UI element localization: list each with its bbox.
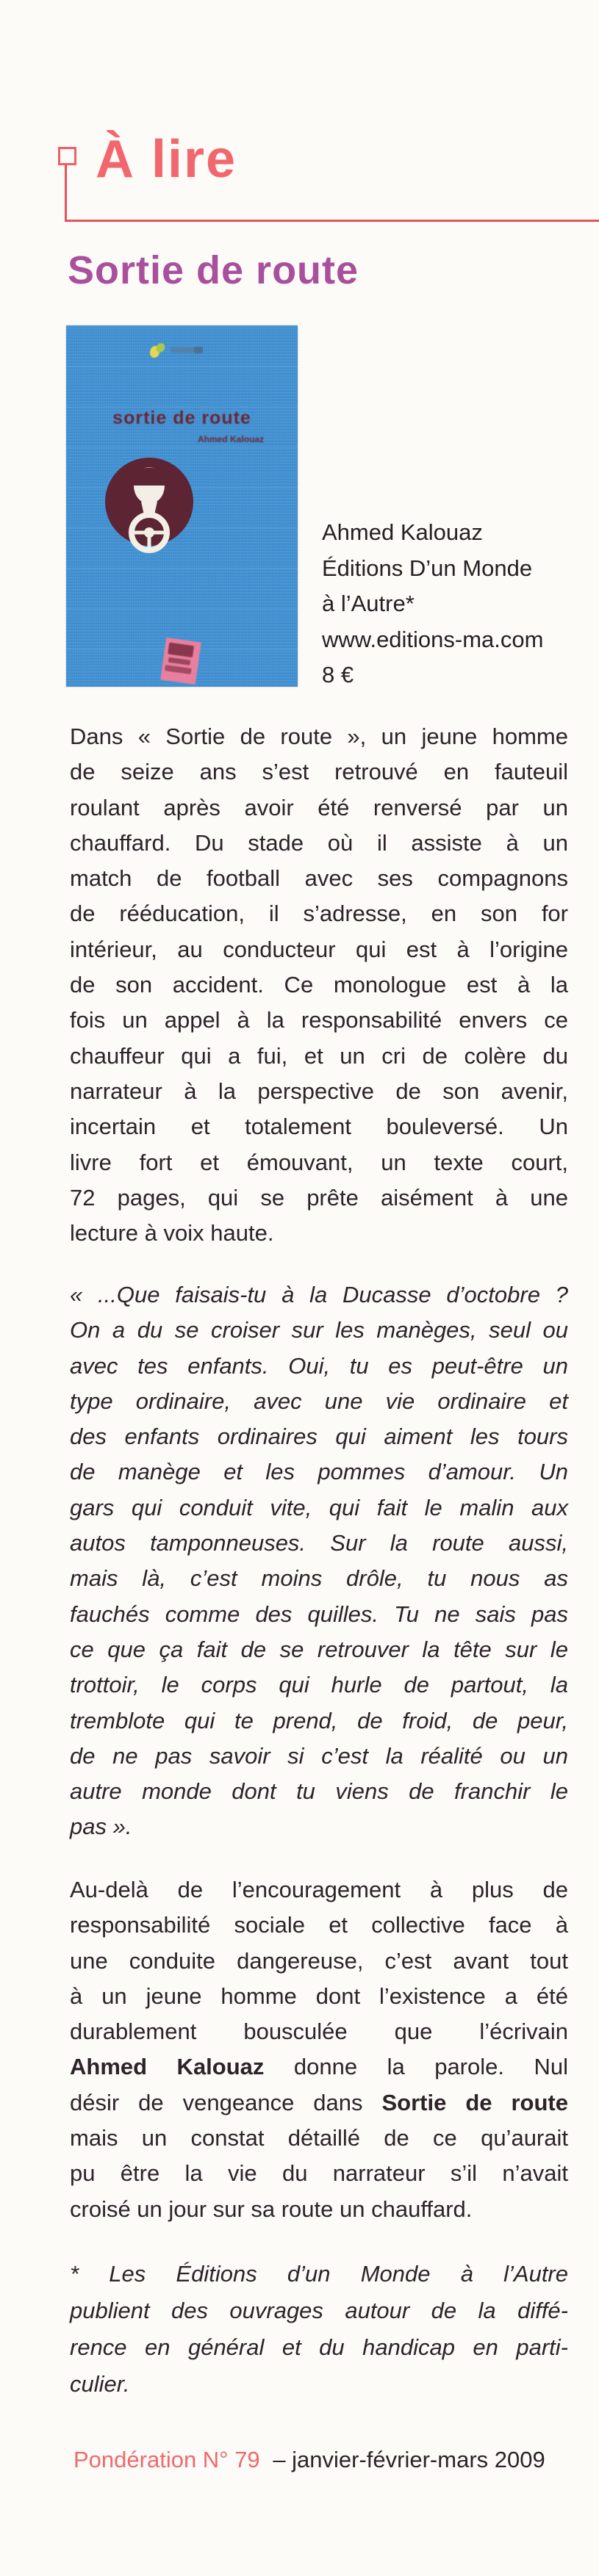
text-line: narrateur à la perspective de son avenir,	[70, 1078, 568, 1104]
cover-title: sortie de route	[112, 408, 251, 428]
sticker-mark	[168, 657, 191, 665]
text-line: culier.	[70, 2371, 130, 2397]
text-line: croisé un jour sur sa route un chauffard.	[70, 2196, 473, 2222]
text-line: 72 pages, qui se prête aisément à une	[70, 1184, 568, 1211]
text-line: intérieur, au conducteur qui est à l’origine	[70, 936, 568, 962]
driver-figure-icon	[103, 458, 196, 555]
text-line: de rééducation, il s’adresse, en son for	[70, 901, 568, 927]
text-line: * Les Éditions d’un Monde à l’Autre	[70, 2261, 568, 2287]
text-line: mais un constat détaillé de ce qu’aurait	[70, 2125, 568, 2151]
text-line: pas ».	[70, 1814, 132, 1840]
text-line: lecture à voix haute.	[70, 1220, 274, 1246]
text-line: Au-delà de l’encouragement à plus de	[70, 1877, 568, 1902]
text-line: à un jeune homme dont l’existence a été	[70, 1982, 568, 2009]
journal-issue-label: Pondération N° 79	[73, 2447, 260, 2472]
text-line: une conduite dangereuse, c’est avant tout	[70, 1947, 568, 1974]
article-title: Sortie de route	[68, 248, 359, 292]
section-marker-square	[58, 147, 76, 165]
text-line: trottoir, le corps qui hurle de partout, la	[70, 1672, 568, 1698]
text-line: de seize ans s’est retrouvé en fauteuil	[70, 759, 568, 785]
text-line: 8 €	[322, 662, 354, 688]
text-line: de ne pas savoir si c’est la réalité ou un	[70, 1742, 568, 1769]
section-rule-horizontal	[65, 220, 599, 222]
text-line: de manège et les pommes d’amour. Un	[70, 1459, 568, 1485]
text-line: « ...Que faisais-tu à la Ducasse d’octobre ?	[70, 1282, 568, 1307]
text-line: type ordinaire, avec une vie ordinaire et	[70, 1388, 568, 1414]
text-line: chauffeur qui a fui, et un cri de colère du	[70, 1042, 568, 1069]
cover-author-line: Ahmed Kalouaz	[197, 434, 264, 444]
text-line: publient des ouvrages autour de la diffé-	[70, 2298, 568, 2323]
text-line: tremblote qui te prend, de froid, de peur,	[70, 1707, 568, 1733]
text-line: Ahmed Kalouaz	[322, 519, 483, 545]
text-line: à l’Autre*	[322, 591, 415, 616]
text-line: de son accident. Ce monologue est à la	[70, 972, 568, 998]
issue-date-label: – janvier-février-mars 2009	[273, 2447, 545, 2472]
text-line: mais là, c’est moins drôle, tu nous as	[70, 1565, 568, 1592]
sticker-mark	[168, 643, 194, 658]
text-line: pu être la vie du narrateur s’il n’avait	[70, 2160, 568, 2187]
commentary-paragraph	[70, 1872, 568, 2227]
text-line: autre monde dont tu viens de franchir le	[70, 1778, 568, 1805]
text-line: fois un appel à la responsabilité envers ce	[70, 1007, 568, 1033]
text-line: des enfants ordinaires qui aiment les tours	[70, 1424, 568, 1450]
text-line: fauchés comme des quilles. Tu ne sais pas	[70, 1601, 568, 1627]
text-line: autos tamponneuses. Sur la route aussi,	[70, 1530, 568, 1556]
book-cover-image	[66, 325, 298, 687]
section-rule-vertical	[65, 165, 67, 221]
price-sticker	[160, 638, 201, 685]
quote-paragraph	[70, 1277, 568, 1845]
text-line: gars qui conduit vite, qui fait le malin aux	[70, 1494, 568, 1520]
text-line: Éditions D’un Monde	[322, 555, 533, 581]
text-line: responsabilité sociale et collective face à	[70, 1912, 568, 1938]
section-title: À lire	[96, 130, 237, 189]
text-line: ce que ça fait de se retrouver la tête sur le	[70, 1636, 568, 1662]
text-line: Dans « Sortie de route », un jeune homme	[70, 724, 568, 749]
sticker-mark	[165, 665, 192, 674]
review-paragraph	[70, 719, 568, 1251]
text-line: avec tes enfants. Oui, tu es peut-être un	[70, 1352, 568, 1379]
text-line: incertain et totalement bouleversé. Un	[70, 1114, 568, 1140]
footnote-paragraph	[70, 2256, 568, 2403]
text-line: roulant après avoir été renversé par un	[70, 794, 568, 820]
text-line: livre fort et émouvant, un texte court,	[70, 1149, 568, 1175]
text-line: désir de vengeance dans Sortie de route	[70, 2089, 568, 2115]
book-info-block	[322, 515, 543, 693]
page-footer	[73, 2447, 545, 2473]
text-line: match de football avec ses compagnons	[70, 865, 568, 892]
text-line: On a du se croiser sur les manèges, seul ou	[70, 1317, 568, 1343]
text-line: www.editions-ma.com	[322, 626, 544, 652]
text-line: chauffard. Du stade où il assiste à un	[70, 829, 568, 856]
publisher-logo-icon	[148, 342, 215, 361]
text-line: durablement bousculée que l’écrivain	[70, 2018, 568, 2045]
logo-text-smudge	[194, 347, 203, 353]
text-line: Ahmed Kalouaz donne la parole. Nul	[70, 2054, 568, 2080]
text-line: rence en général et du handicap en parti-	[70, 2334, 568, 2360]
